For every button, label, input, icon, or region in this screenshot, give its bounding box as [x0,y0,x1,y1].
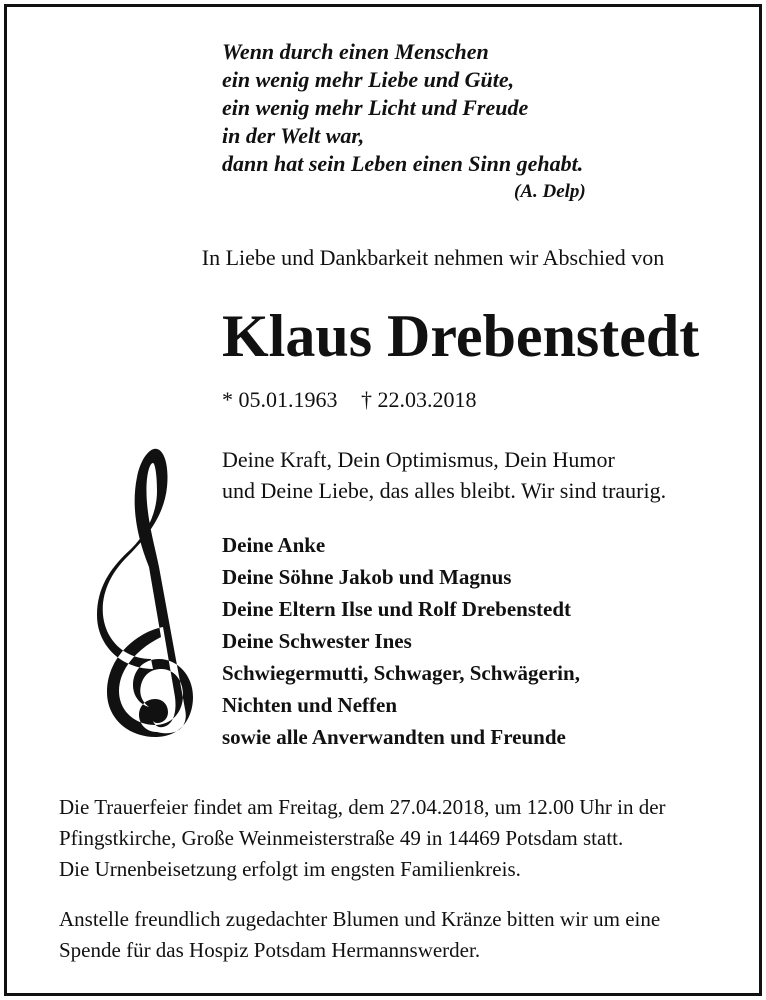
birth-date: * 05.01.1963 [222,387,338,412]
donation-line: Spende für das Hospiz Potsdam Hermannswerder. [59,938,481,962]
service-line: Pfingstkirche, Große Weinmeisterstraße 49 in 14469 Potsdam statt. [59,826,624,850]
life-dates [222,387,477,413]
donation-line: Anstelle freundlich zugedachter Blumen und Kränze bitten wir um eine [59,907,661,931]
mourner-line: Deine Eltern Ilse und Rolf Drebenstedt [222,597,572,621]
quote-line: dann hat sein Leben einen Sinn gehabt. [222,151,584,176]
quote-line: in der Welt war, [222,123,365,148]
message-line: Deine Kraft, Dein Optimismus, Dein Humor [222,447,615,472]
death-date: † 22.03.2018 [361,387,477,412]
message-line: und Deine Liebe, das alles bleibt. Wir sind traurig. [222,478,667,503]
service-line: Die Urnenbeisetzung erfolgt im engsten Familienkreis. [59,857,521,881]
service-line: Die Trauerfeier findet am Freitag, dem 27.04.2018, um 12.00 Uhr in der [59,795,666,819]
donation-request [59,904,749,966]
mourner-line: Deine Schwester Ines [222,629,412,653]
mourner-line: sowie alle Anverwandten und Freunde [222,725,566,749]
treble-clef-icon [97,447,197,737]
mourner-line: Schwiegermutti, Schwager, Schwägerin, [222,661,580,685]
quote-line: ein wenig mehr Licht und Freude [222,95,529,120]
quote-author: (A. Delp) [514,181,586,202]
memorial-quote [222,38,642,178]
remembrance-message [222,444,666,506]
farewell-intro: In Liebe und Dankbarkeit nehmen wir Abschied von [201,245,665,270]
mourner-line: Deine Söhne Jakob und Magnus [222,565,512,589]
funeral-service-info [59,792,749,885]
obituary-frame [4,4,762,996]
quote-line: Wenn durch einen Menschen [222,39,489,64]
mourner-line: Deine Anke [222,533,326,557]
deceased-name: Klaus Drebenstedt [222,303,700,369]
mourners-list [222,529,580,753]
quote-line: ein wenig mehr Liebe und Güte, [222,67,515,92]
mourner-line: Nichten und Neffen [222,693,398,717]
